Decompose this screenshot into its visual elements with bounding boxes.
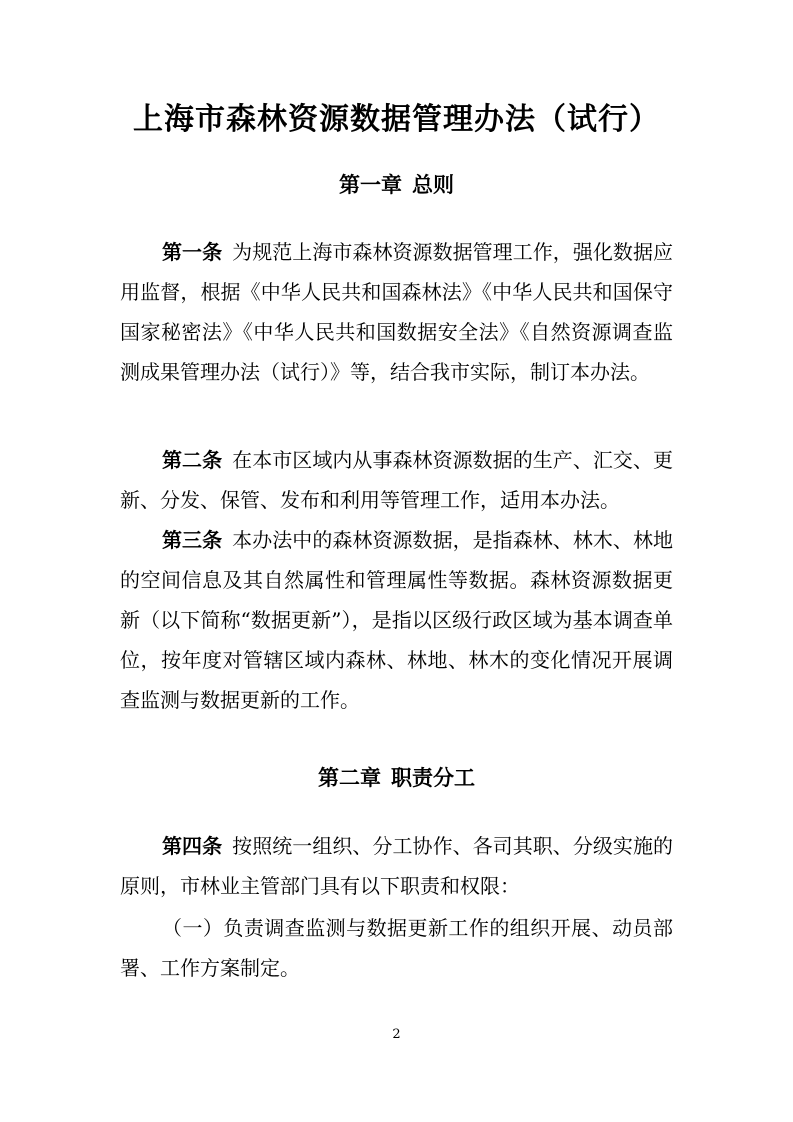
article-3 xyxy=(120,520,673,720)
article-label: 第三条 xyxy=(162,528,223,552)
chapter-name: 总则 xyxy=(412,172,454,197)
chapter-heading-1 xyxy=(0,170,793,200)
article-1 xyxy=(120,232,673,392)
article-4 xyxy=(120,826,673,906)
article-text: 在本市区域内从事森林资源数据的生产、汇交、更新、分发、保管、发布和利用等管理工作，适用本办法。 xyxy=(120,448,674,512)
chapter-number: 第二章 xyxy=(318,765,381,790)
article-text: 按照统一组织、分工协作、各司其职、分级实施的原则，市林业主管部门具有以下职责和权限： xyxy=(120,834,674,898)
article-label: 第一条 xyxy=(162,240,223,264)
clause-text: （一）负责调查监测与数据更新工作的组织开展、动员部署、工作方案制定。 xyxy=(120,916,673,980)
article-text: 本办法中的森林资源数据，是指森林、林木、林地的空间信息及其自然属性和管理属性等数据。森林资源数据更新（以下简称“数据更新”），是指以区级行政区域为基本调查单位，按年度对管辖区域内森林、林地、林木的变化情况开展调查监测与数据更新的工作。 xyxy=(120,528,674,712)
article-text: 为规范上海市森林资源数据管理工作，强化数据应用监督，根据《中华人民共和国森林法》《中华人民共和国保守国家秘密法》《中华人民共和国数据安全法》《自然资源调查监测成果管理办法（试行）》等，结合我市实际，制订本办法。 xyxy=(120,240,674,384)
document-title: 上海市森林资源数据管理办法（试行） xyxy=(133,102,660,137)
clause-1 xyxy=(120,908,673,988)
chapter-name: 职责分工 xyxy=(391,765,475,790)
article-label: 第二条 xyxy=(162,448,223,472)
article-2 xyxy=(120,440,673,520)
page-number: 2 xyxy=(392,1027,401,1042)
chapter-heading-2 xyxy=(0,763,793,793)
chapter-number: 第一章 xyxy=(339,172,402,197)
article-label: 第四条 xyxy=(162,834,223,858)
